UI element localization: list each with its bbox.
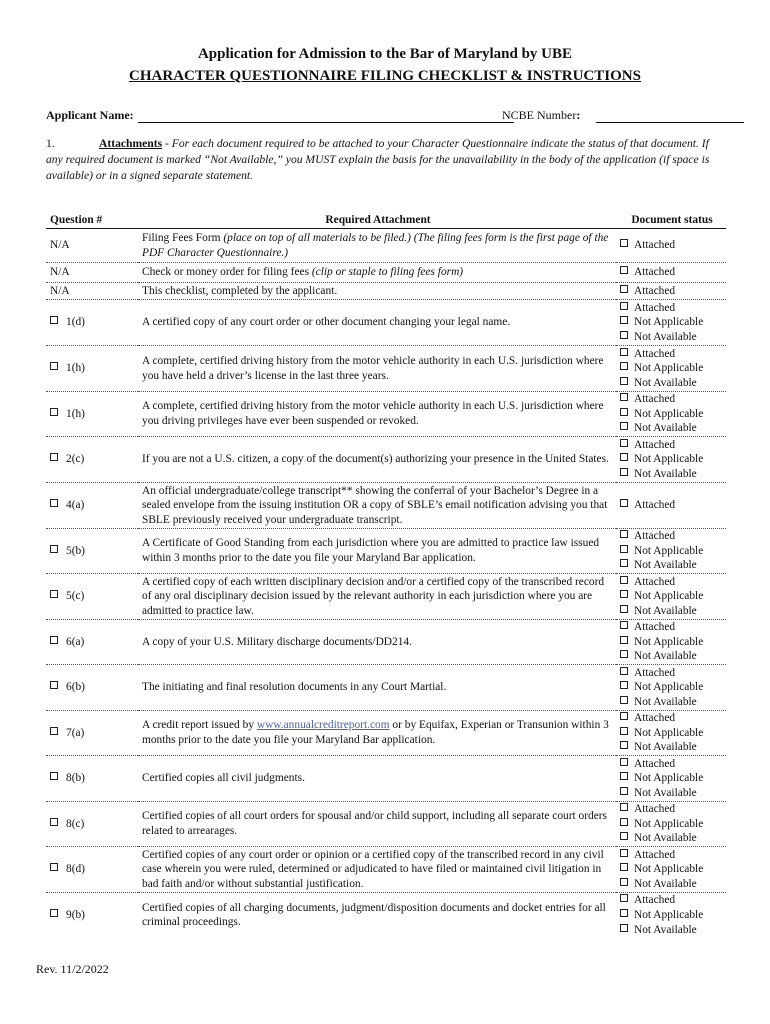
status-label: Not Available [634, 422, 697, 435]
question-checkbox[interactable] [50, 909, 58, 917]
attachment-cell [138, 392, 616, 437]
question-number: 1(h) [66, 362, 85, 375]
status-label: Attached [634, 666, 676, 679]
status-label: Not Available [634, 877, 697, 890]
question-cell [46, 847, 138, 893]
question-checkbox[interactable] [50, 636, 58, 644]
question-number: 1(d) [66, 316, 85, 329]
question-number: 4(a) [66, 499, 85, 512]
status-label: Attached [634, 301, 676, 314]
status-checkbox[interactable] [620, 863, 628, 871]
table-row [46, 300, 726, 346]
question-cell [46, 574, 138, 620]
status-checkbox[interactable] [620, 590, 628, 598]
question-number: 7(a) [66, 726, 85, 739]
status-option[interactable] [620, 757, 724, 772]
status-checkbox[interactable] [620, 741, 628, 749]
question-checkbox[interactable] [50, 408, 58, 416]
status-option[interactable] [620, 529, 724, 544]
status-checkbox[interactable] [620, 727, 628, 735]
status-option[interactable] [620, 695, 724, 710]
attachment-text: An official undergraduate/college transcript** showing the conferral of your Bachelor’s Degree in a sealed envelope from the issuing institution OR a copy of SBLE’s email notification advising you that SBLE previously received your undergraduate transcript. [142, 484, 608, 526]
status-option[interactable] [620, 315, 724, 330]
status-checkbox[interactable] [620, 530, 628, 538]
question-number: 5(c) [66, 590, 85, 603]
table-header-row [46, 212, 726, 229]
question-cell [46, 392, 138, 437]
status-checkbox[interactable] [620, 453, 628, 461]
question-checkbox[interactable] [50, 453, 58, 461]
status-label: Attached [634, 803, 676, 816]
question-number: N/A [50, 239, 70, 252]
ncbe-label-text: NCBE Number [502, 108, 577, 122]
status-checkbox[interactable] [620, 348, 628, 356]
status-label: Not Available [634, 741, 697, 754]
status-option[interactable] [620, 771, 724, 786]
status-option[interactable] [620, 376, 724, 391]
applicant-row [46, 108, 726, 126]
status-cell [616, 283, 726, 300]
status-checkbox[interactable] [620, 393, 628, 401]
status-label: Not Applicable [634, 908, 704, 921]
status-label: Not Applicable [634, 590, 704, 603]
status-checkbox[interactable] [620, 909, 628, 917]
status-checkbox[interactable] [620, 362, 628, 370]
question-checkbox[interactable] [50, 590, 58, 598]
attachment-cell [138, 300, 616, 346]
status-checkbox[interactable] [620, 316, 628, 324]
question-number: N/A [50, 266, 70, 279]
status-option[interactable] [620, 604, 724, 619]
status-option[interactable] [620, 848, 724, 863]
question-cell [46, 483, 138, 529]
status-option[interactable] [620, 649, 724, 664]
status-option[interactable] [620, 908, 724, 923]
status-checkbox[interactable] [620, 621, 628, 629]
attachment-text: A certified copy of any court order or other document changing your legal name. [142, 316, 511, 329]
status-label: Not Applicable [634, 772, 704, 785]
status-option[interactable] [620, 877, 724, 892]
status-checkbox[interactable] [620, 650, 628, 658]
status-option[interactable] [620, 786, 724, 801]
status-label: Attached [634, 347, 676, 360]
question-number: 5(b) [66, 544, 85, 557]
ncbe-label-colon: : [576, 108, 581, 122]
status-cell [616, 711, 726, 756]
question-cell [46, 263, 138, 283]
table-row [46, 847, 726, 893]
attachment-cell [138, 283, 616, 300]
status-checkbox[interactable] [620, 924, 628, 932]
question-cell [46, 529, 138, 574]
status-checkbox[interactable] [620, 636, 628, 644]
status-option[interactable] [620, 392, 724, 407]
status-option[interactable] [620, 635, 724, 650]
question-cell [46, 893, 138, 938]
status-cell [616, 229, 726, 263]
table-row [46, 283, 726, 300]
attachment-note: (clip or staple to filing fees form) [309, 266, 464, 279]
question-number: 8(b) [66, 772, 85, 785]
status-checkbox[interactable] [620, 239, 628, 247]
status-checkbox[interactable] [620, 285, 628, 293]
table-row [46, 263, 726, 283]
status-checkbox[interactable] [620, 266, 628, 274]
status-option[interactable] [620, 452, 724, 467]
status-cell [616, 665, 726, 711]
page-title: Application for Admission to the Bar of Maryland by UBE [197, 46, 573, 62]
status-label: Not Applicable [634, 362, 704, 375]
attachment-cell [138, 483, 616, 529]
status-checkbox[interactable] [620, 758, 628, 766]
question-cell [46, 283, 138, 300]
status-option[interactable] [620, 421, 724, 436]
attachments-table [46, 212, 726, 938]
question-checkbox[interactable] [50, 772, 58, 780]
attachment-text: The initiating and final resolution documents in any Court Martial. [142, 681, 447, 694]
status-checkbox[interactable] [620, 499, 628, 507]
status-label: Not Available [634, 786, 697, 799]
attachment-cell [138, 574, 616, 620]
table-row [46, 483, 726, 529]
status-option[interactable] [620, 284, 724, 299]
status-cell [616, 392, 726, 437]
table-row [46, 574, 726, 620]
status-option[interactable] [620, 817, 724, 832]
question-cell [46, 620, 138, 665]
status-option[interactable] [620, 726, 724, 741]
status-checkbox[interactable] [620, 422, 628, 430]
header-required-attachment: Required Attachment [138, 212, 616, 229]
status-option[interactable] [620, 361, 724, 376]
question-number: 8(d) [66, 863, 85, 876]
status-cell [616, 263, 726, 283]
status-checkbox[interactable] [620, 712, 628, 720]
status-checkbox[interactable] [620, 559, 628, 567]
status-label: Not Available [634, 923, 697, 936]
status-checkbox[interactable] [620, 849, 628, 857]
question-checkbox[interactable] [50, 681, 58, 689]
applicant-name-label: Applicant Name: [46, 108, 134, 122]
header-question: Question # [46, 212, 138, 229]
status-label: Attached [634, 530, 676, 543]
status-label: Attached [634, 621, 676, 634]
status-label: Attached [634, 438, 676, 451]
attachment-cell [138, 263, 616, 283]
status-checkbox[interactable] [620, 545, 628, 553]
attachment-text: A certified copy of each written disciplinary decision and/or a certified copy of the transcribed record of any oral disciplinary decision issued by the relevant authority in each jurisdiction where you are admitted to practice law. [142, 575, 605, 617]
attachment-note: (place on top of all materials to be filed.) (The filing fees form is the first page of the PDF Character Questionnaire.) [142, 231, 609, 259]
section-dash: - [162, 137, 172, 150]
question-cell [46, 802, 138, 847]
status-checkbox[interactable] [620, 408, 628, 416]
attachment-text: If you are not a U.S. citizen, a copy of the document(s) authorizing your presence in the United States. [142, 453, 609, 466]
table-row [46, 620, 726, 665]
attachments-instructions [46, 136, 726, 184]
status-label: Not Available [634, 650, 697, 663]
status-cell [616, 574, 726, 620]
status-cell [616, 802, 726, 847]
status-checkbox[interactable] [620, 832, 628, 840]
status-label: Attached [634, 499, 676, 512]
status-checkbox[interactable] [620, 787, 628, 795]
attachment-text: Certified copies all civil judgments. [142, 772, 305, 785]
applicant-name-field[interactable] [138, 122, 514, 123]
question-number: N/A [50, 284, 70, 297]
status-option[interactable] [620, 558, 724, 573]
status-cell [616, 529, 726, 574]
status-label: Attached [634, 894, 676, 907]
status-option[interactable] [620, 347, 724, 362]
attachment-cell [138, 529, 616, 574]
status-label: Attached [634, 266, 676, 279]
status-label: Not Applicable [634, 681, 704, 694]
status-label: Attached [634, 284, 676, 297]
table-row [46, 711, 726, 756]
attachment-cell [138, 711, 616, 756]
status-option[interactable] [620, 740, 724, 755]
status-label: Attached [634, 575, 676, 588]
table-row [46, 346, 726, 392]
attachment-text: Certified copies of any court order or opinion or a certified copy of the transcribed record in any civil case wherein you were ruled, determined or adjudicated to have filed or maintained civil litigation in bad faith and/or without substantial justification. [142, 848, 604, 890]
status-checkbox[interactable] [620, 605, 628, 613]
question-cell [46, 711, 138, 756]
status-label: Not Available [634, 559, 697, 572]
question-number: 8(c) [66, 817, 85, 830]
status-checkbox[interactable] [620, 818, 628, 826]
attachment-text: Check or money order for filing fees [142, 266, 310, 279]
question-cell [46, 756, 138, 802]
status-option[interactable] [620, 544, 724, 559]
attachment-text: A complete, certified driving history from the motor vehicle authority in each U.S. jurisdiction where you have held a driver’s license in the last three years. [142, 354, 604, 382]
status-cell [616, 756, 726, 802]
status-label: Not Applicable [634, 726, 704, 739]
status-label: Attached [634, 239, 676, 252]
question-number: 2(c) [66, 453, 85, 466]
question-cell [46, 437, 138, 483]
status-checkbox[interactable] [620, 302, 628, 310]
table-row [46, 392, 726, 437]
attachment-text: Filing Fees Form [142, 231, 221, 244]
status-label: Not Applicable [634, 544, 704, 557]
status-checkbox[interactable] [620, 667, 628, 675]
status-cell [616, 847, 726, 893]
page-subtitle: CHARACTER QUESTIONNAIRE FILING CHECKLIST & INSTRUCTIONS [129, 68, 641, 84]
question-cell [46, 346, 138, 392]
attachment-cell [138, 620, 616, 665]
attachment-text: A credit report issued by [142, 719, 257, 732]
status-checkbox[interactable] [620, 803, 628, 811]
question-checkbox[interactable] [50, 362, 58, 370]
status-option[interactable] [620, 467, 724, 482]
status-checkbox[interactable] [620, 878, 628, 886]
status-label: Not Available [634, 604, 697, 617]
status-label: Attached [634, 757, 676, 770]
status-option[interactable] [620, 330, 724, 345]
attachment-cell [138, 847, 616, 893]
question-checkbox[interactable] [50, 818, 58, 826]
status-label: Attached [634, 712, 676, 725]
attachment-cell [138, 346, 616, 392]
status-checkbox[interactable] [620, 576, 628, 584]
status-label: Not Applicable [634, 407, 704, 420]
attachment-text: This checklist, completed by the applicant. [142, 284, 338, 297]
status-label: Not Applicable [634, 453, 704, 466]
status-label: Not Applicable [634, 863, 704, 876]
table-row [46, 756, 726, 802]
status-checkbox[interactable] [620, 439, 628, 447]
status-checkbox[interactable] [620, 772, 628, 780]
status-option[interactable] [620, 620, 724, 635]
status-option[interactable] [620, 893, 724, 908]
status-label: Not Applicable [634, 817, 704, 830]
status-option[interactable] [620, 438, 724, 453]
status-option[interactable] [620, 666, 724, 681]
status-cell [616, 893, 726, 938]
header-document-status: Document status [616, 212, 726, 229]
status-option[interactable] [620, 831, 724, 846]
status-checkbox[interactable] [620, 894, 628, 902]
attachment-text: A copy of your U.S. Military discharge documents/DD214. [142, 635, 412, 648]
status-option[interactable] [620, 680, 724, 695]
question-number: 6(a) [66, 635, 85, 648]
status-cell [616, 346, 726, 392]
attachment-cell [138, 229, 616, 263]
status-cell [616, 620, 726, 665]
question-checkbox[interactable] [50, 727, 58, 735]
table-row [46, 665, 726, 711]
question-checkbox[interactable] [50, 316, 58, 324]
ncbe-number-field[interactable] [596, 122, 744, 123]
question-number: 1(h) [66, 407, 85, 420]
status-option[interactable] [620, 711, 724, 726]
status-checkbox[interactable] [620, 696, 628, 704]
status-label: Attached [634, 848, 676, 861]
section-heading: Attachments [99, 137, 163, 150]
status-cell [616, 300, 726, 346]
table-row [46, 529, 726, 574]
status-label: Not Available [634, 695, 697, 708]
status-checkbox[interactable] [620, 468, 628, 476]
status-option[interactable] [620, 862, 724, 877]
status-option[interactable] [620, 407, 724, 422]
status-checkbox[interactable] [620, 681, 628, 689]
revision-date: Rev. 11/2/2022 [36, 962, 109, 976]
status-option[interactable] [620, 802, 724, 817]
attachment-text-continued: or by Equifax, Experian or Transunion within 3 months prior to the date you file your Maryland Bar application. [142, 719, 609, 746]
status-option[interactable] [620, 238, 724, 253]
status-option[interactable] [620, 498, 724, 513]
question-checkbox[interactable] [50, 499, 58, 507]
attachment-cell [138, 665, 616, 711]
attachment-cell [138, 893, 616, 938]
status-option[interactable] [620, 923, 724, 938]
question-number: 6(b) [66, 681, 85, 694]
status-label: Not Available [634, 376, 697, 389]
section-instructions-text: For each document required to be attached to your Character Questionnaire indicate the status of that document. If any required document is marked “Not Available,” you MUST explain the basis for the unavailability in the body of the application (if space is available) or in a signed separate statement. [46, 137, 710, 182]
question-checkbox[interactable] [50, 863, 58, 871]
status-checkbox[interactable] [620, 377, 628, 385]
status-cell [616, 437, 726, 483]
table-row [46, 229, 726, 263]
status-label: Not Available [634, 832, 697, 845]
attachment-text: Certified copies of all court orders for spousal and/or child support, including all separate court orders related to arrearages. [142, 810, 607, 837]
attachment-text: A Certificate of Good Standing from each jurisdiction where you are admitted to practice law issued within 3 months prior to the date you file your Maryland Bar application. [142, 537, 600, 564]
question-checkbox[interactable] [50, 545, 58, 553]
table-row [46, 437, 726, 483]
status-option[interactable] [620, 575, 724, 590]
status-option[interactable] [620, 265, 724, 280]
status-cell [616, 483, 726, 529]
status-option[interactable] [620, 301, 724, 316]
question-cell [46, 300, 138, 346]
status-label: Not Applicable [634, 316, 704, 329]
status-label: Attached [634, 393, 676, 406]
table-row [46, 802, 726, 847]
status-label: Not Available [634, 467, 697, 480]
attachment-text: A complete, certified driving history from the motor vehicle authority in each U.S. jurisdiction where you driving privileges have ever been suspended or revoked. [142, 400, 604, 427]
status-checkbox[interactable] [620, 331, 628, 339]
question-number: 9(b) [66, 908, 85, 921]
attachment-text: Certified copies of all charging documents, judgment/disposition documents and docket entries for all criminal proceedings. [142, 901, 606, 929]
question-cell [46, 229, 138, 263]
attachment-cell [138, 756, 616, 802]
status-option[interactable] [620, 589, 724, 604]
status-label: Not Applicable [634, 635, 704, 648]
section-number: 1. [46, 137, 55, 150]
attachment-cell [138, 437, 616, 483]
table-body [46, 229, 726, 938]
ncbe-number-label [502, 108, 580, 123]
table-row [46, 893, 726, 938]
question-cell [46, 665, 138, 711]
attachment-cell [138, 802, 616, 847]
annualcreditreport-link[interactable]: www.annualcreditreport.com [256, 719, 390, 732]
status-label: Not Available [634, 330, 697, 343]
